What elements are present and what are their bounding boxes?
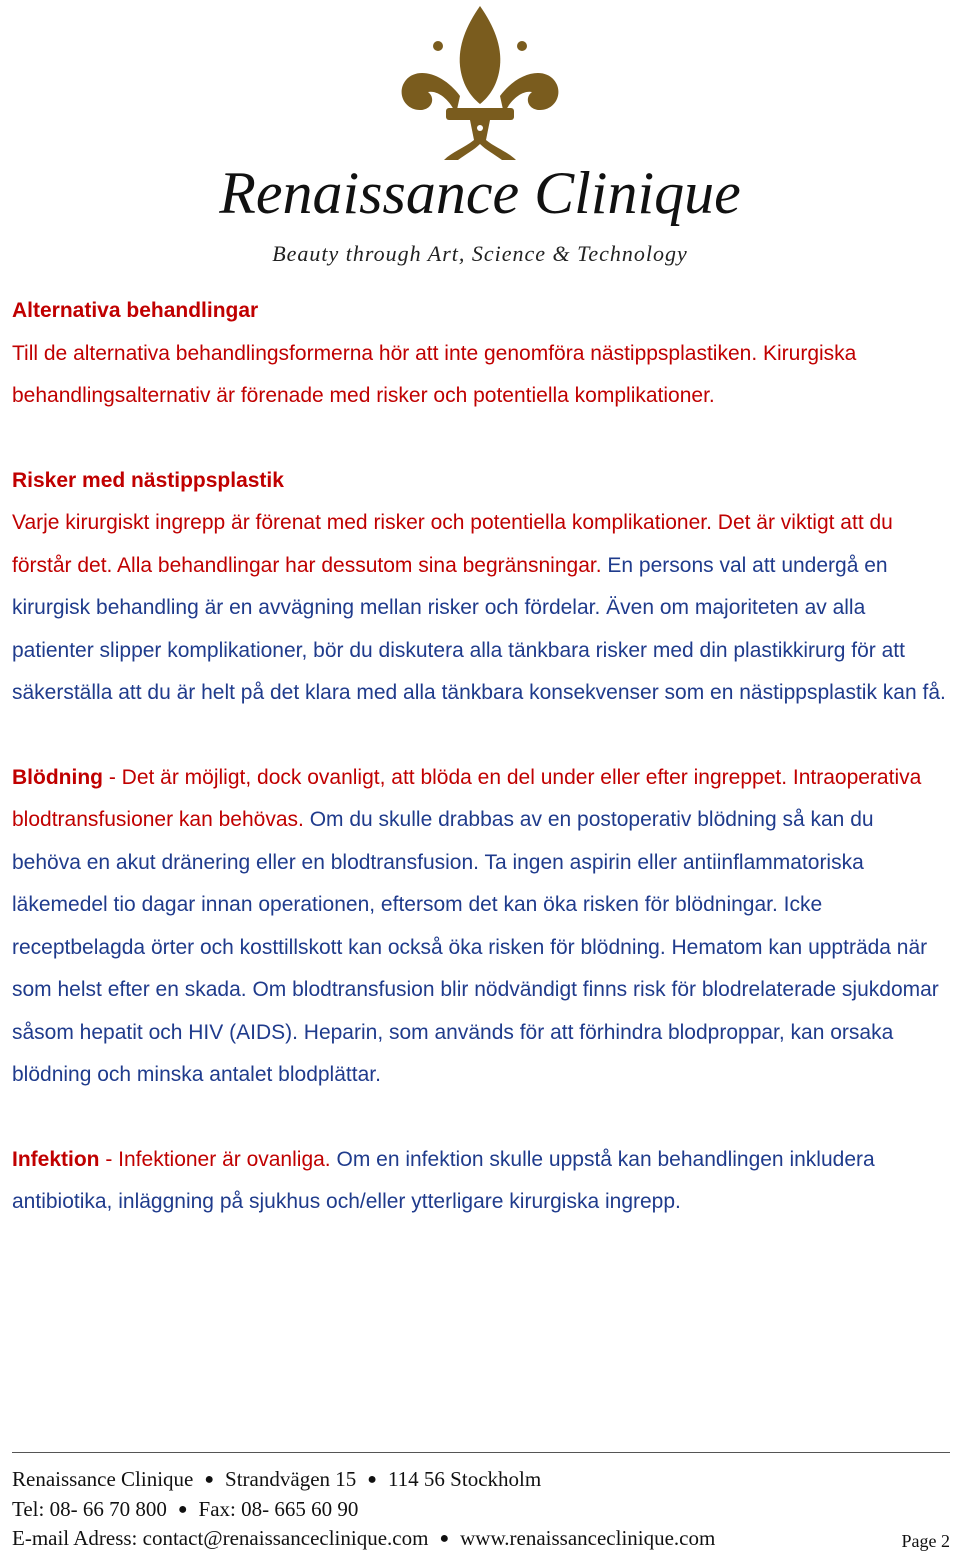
page-number: Page 2 bbox=[901, 1530, 950, 1551]
paragraph-alternativ: Till de alternativa behandlingsformerna hör att inte genomföra nästippsplastiken. Kirurgiska behandlingsalternativ är förenade med risker och potentiella komplikationer. bbox=[12, 341, 857, 407]
blodning-text-blue: Om du skulle drabbas av en postoperativ blödning så kan du behöva en akut dränering eller en blodtransfusion. Ta ingen aspirin eller antiinflammatoriska läkemedel tio dagar innan operationen, eftersom det kan öka risken för blödningar. Icke receptbelagda örter och kosttillskott kan också öka risken för blödning. Hematom kan uppträda när som helst efter en skada. Om blodtransfusion blir nödvändigt finns risk för blodrelaterade sjukdomar såsom hepatit och HIV (AIDS). Heparin, som används för att förhindra blodproppar, kan orsaka blödning och minska antalet blodplättar. bbox=[12, 808, 939, 1086]
document-body bbox=[12, 290, 947, 1224]
footer-website[interactable]: www.renaissanceclinique.com bbox=[460, 1526, 716, 1550]
footer-fax: Fax: 08- 665 60 90 bbox=[198, 1496, 359, 1521]
footer-tel: Tel: 08- 66 70 800 bbox=[12, 1496, 167, 1521]
fleur-de-lis-icon bbox=[398, 4, 563, 164]
paragraph-risker bbox=[12, 502, 947, 715]
risker-text-blue: En persons val att undergå en kirurgisk behandling är en avvägning mellan risker och fördelar. Även om majoriteten av alla patienter slipper komplikationer, bör du diskutera alla tänkbara risker med din plastikkirurg för att säkerställa att du är helt på det klara med alla tänkbara konsekvenser som en nästippsplastik kan få. bbox=[12, 553, 946, 704]
footer-phone-line bbox=[12, 1495, 950, 1525]
risker-text-red: Varje kirurgiskt ingrepp är förenat med risker och potentiella komplikationer. Det är viktigt att du förstår det. Alla behandlingar har dessutom sina begränsningar. bbox=[12, 511, 893, 577]
header-logo bbox=[0, 0, 960, 280]
spacer bbox=[12, 715, 947, 757]
footer-city: 114 56 Stockholm bbox=[387, 1467, 542, 1491]
footer-email[interactable]: E-mail Adress: contact@renaissanceclinique.com bbox=[12, 1526, 429, 1550]
footer-clinic-name: Renaissance Clinique bbox=[12, 1467, 194, 1491]
bullet-icon: ● bbox=[204, 1471, 215, 1488]
bullet-icon: ● bbox=[439, 1530, 450, 1547]
term-separator: - bbox=[99, 1147, 119, 1171]
term-separator: - bbox=[102, 765, 122, 789]
footer bbox=[12, 1452, 950, 1554]
footer-address-line bbox=[12, 1465, 950, 1495]
infektion-text-red: Infektioner är ovanliga. bbox=[118, 1147, 331, 1171]
bullet-icon: ● bbox=[177, 1500, 188, 1518]
brand-name: Renaissance Clinique bbox=[219, 160, 741, 226]
heading-risker: Risker med nästippsplastik bbox=[12, 468, 284, 492]
paragraph-infektion bbox=[12, 1139, 947, 1224]
brand-tagline: Beauty through Art, Science & Technology bbox=[272, 241, 688, 266]
footer-divider bbox=[12, 1452, 950, 1453]
heading-alternativ: Alternativa behandlingar bbox=[12, 299, 259, 322]
blodning-text-red: Det är möjligt, dock ovanligt, att blöda en del under eller efter ingreppet. Intraoperativa blodtransfusioner kan behövas. bbox=[12, 765, 922, 831]
footer-contact-line bbox=[12, 1524, 950, 1554]
infektion-text-blue: Om en infektion skulle uppstå kan behandlingen inkludera antibiotika, inläggning på sjukhus och/eller ytterligare kirurgiska ingrepp. bbox=[12, 1147, 875, 1213]
spacer bbox=[12, 1097, 947, 1139]
term-blodning: Blödning bbox=[12, 765, 103, 789]
paragraph-blodning bbox=[12, 757, 947, 1097]
bullet-icon: ● bbox=[367, 1471, 377, 1488]
footer-street: Strandvägen 15 bbox=[225, 1467, 357, 1491]
term-infektion: Infektion bbox=[12, 1147, 100, 1171]
